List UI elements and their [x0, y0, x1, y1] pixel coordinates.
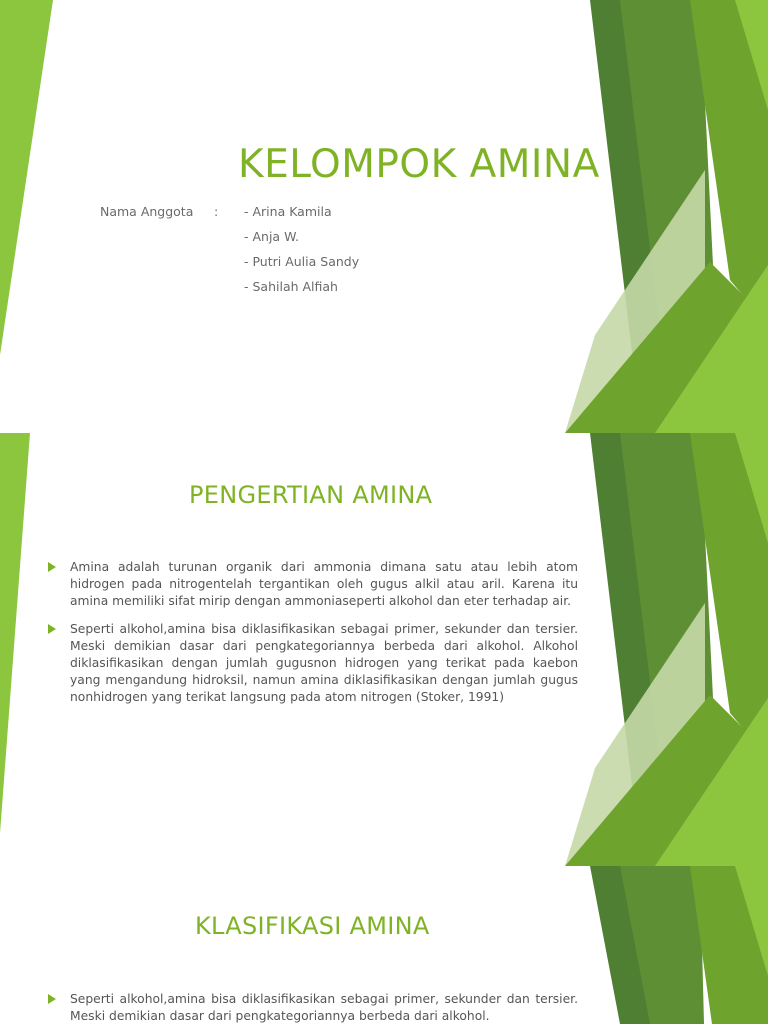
bullet-text: Amina adalah turunan organik dari ammonia dimana satu atau lebih atom hidrogen pada nitrogentelah tergantikan oleh gugus alkil atau aril. Karena itu amina memiliki sifat mirip dengan ammoniaseperti alkohol dan eter terhadap air.: [70, 560, 578, 609]
bullet-arrow-icon: [48, 562, 56, 572]
slide-klasifikasi: [0, 866, 768, 1024]
bullet-arrow-icon: [48, 994, 56, 1004]
slide-pengertian: [0, 433, 768, 866]
bullet-list: [48, 559, 578, 717]
member-list: [244, 204, 359, 304]
left-green-shape: [0, 0, 53, 355]
member-item: - Arina Kamila: [244, 204, 332, 219]
bullet-arrow-icon: [48, 624, 56, 634]
member-label: Nama Anggota: [100, 204, 194, 219]
page-title: KELOMPOK AMINA: [238, 142, 600, 187]
left-green-strip: [0, 433, 30, 833]
bullet-item: [48, 621, 578, 707]
bullet-text: Seperti alkohol,amina bisa diklasifikasikan sebagai primer, sekunder dan tersier. Meski demikian dasar dari pengkategoriannya berbeda dari alkohol.: [70, 992, 578, 1024]
member-item: - Putri Aulia Sandy: [244, 254, 360, 269]
bullet-item: [48, 991, 578, 1024]
member-item: - Sahilah Alfiah: [244, 279, 338, 294]
member-item: - Anja W.: [244, 229, 299, 244]
bullet-list: [48, 991, 578, 1024]
bullet-text: Seperti alkohol,amina bisa diklasifikasikan sebagai primer, sekunder dan tersier. Meski demikian dasar dari pengkategoriannya berbeda dari alkohol. Alkohol diklasifikasikan dengan jumlah gugusnon hidrogen yang terikat pada kaebon yang mengandung hidroksil, namun amina diklasifikasikan dengan jumlah gugus nonhidrogen yang terikat langsung pada atom nitrogen (Stoker, 1991): [70, 621, 578, 705]
bullet-item: [48, 559, 578, 611]
section-heading: PENGERTIAN AMINA: [189, 481, 433, 509]
section-heading: KLASIFIKASI AMINA: [195, 912, 430, 940]
slide-title: [0, 0, 768, 433]
member-colon: :: [214, 204, 219, 219]
